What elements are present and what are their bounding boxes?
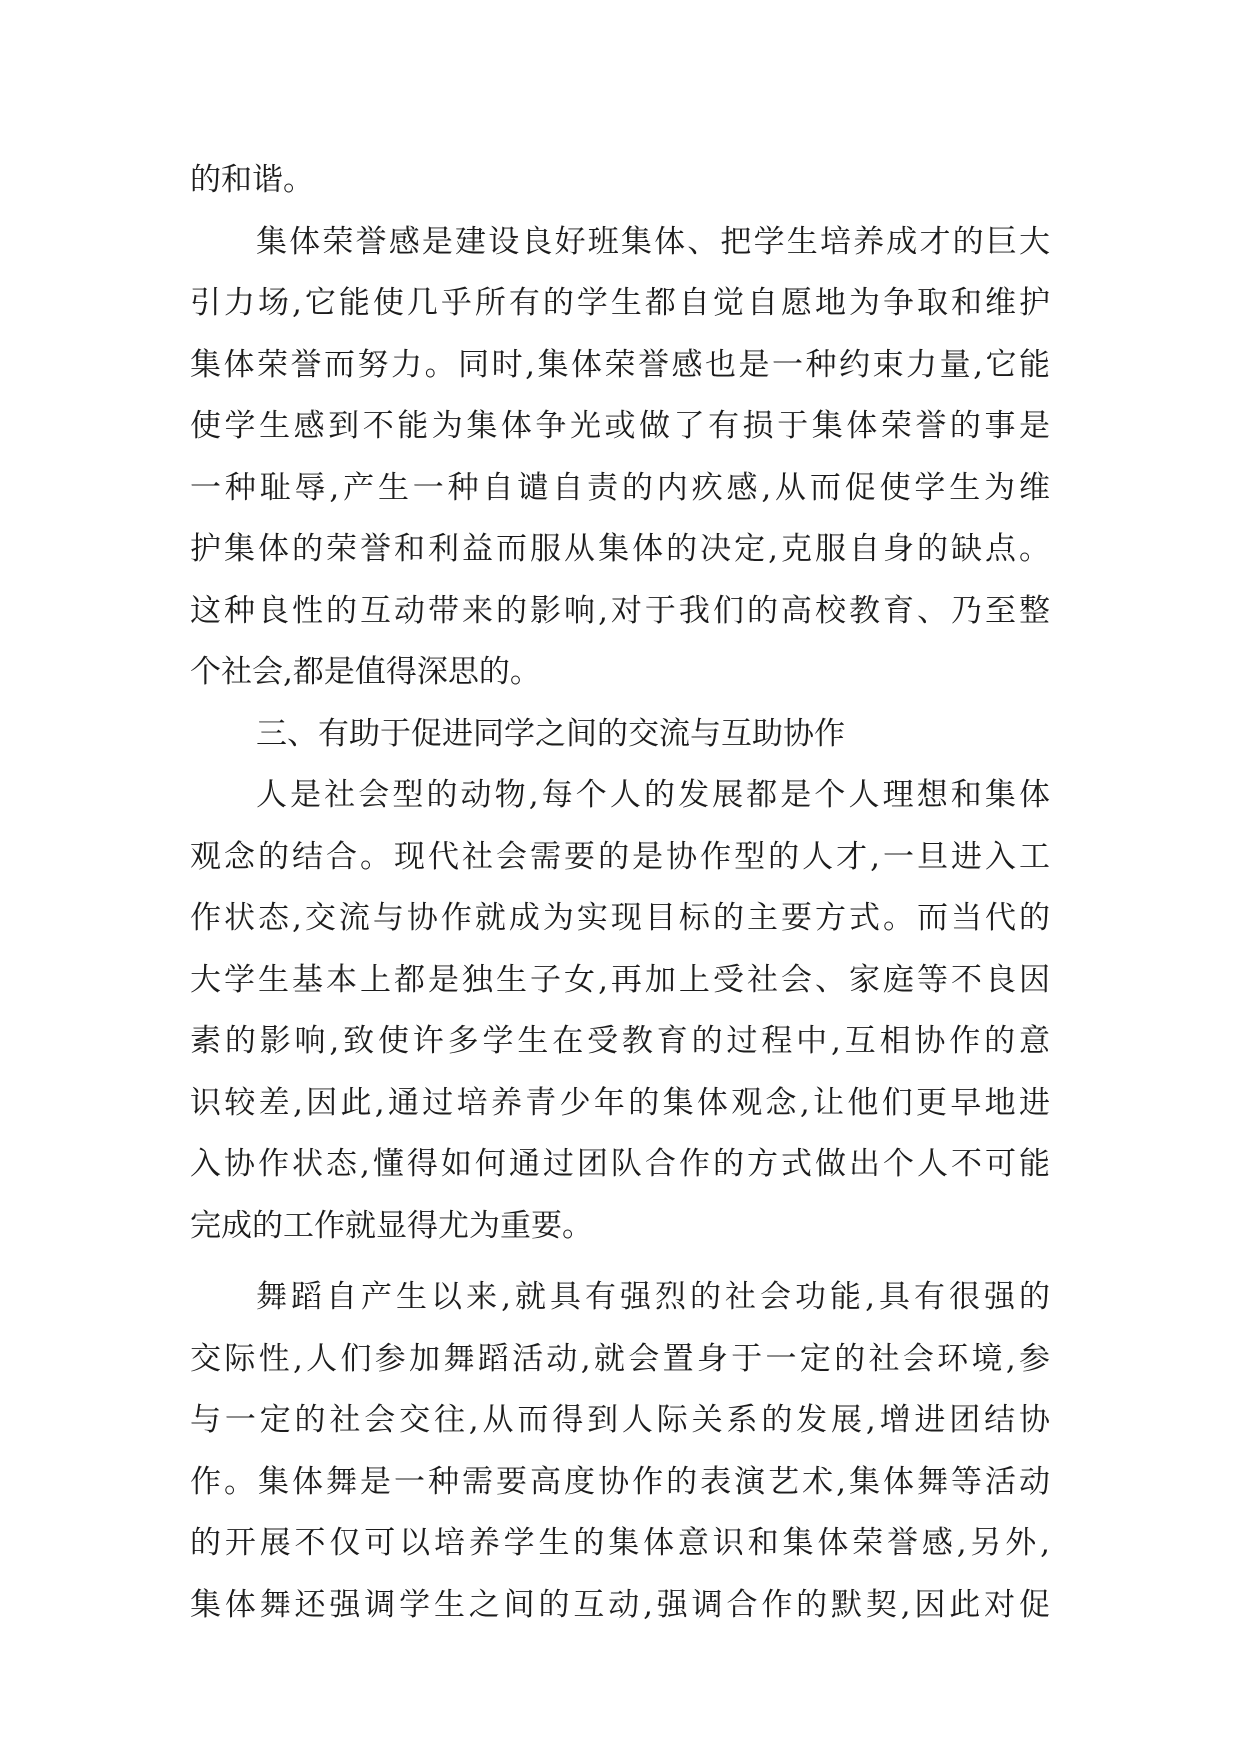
- text-line: 的开展不仅可以培养学生的集体意识和集体荣誉感,另外,: [190, 1525, 1050, 1561]
- text-line: 识较差,因此,通过培养青少年的集体观念,让他们更早地进: [190, 1084, 1050, 1121]
- text-line: 集体舞还强调学生之间的互动,强调合作的默契,因此对促: [190, 1586, 1050, 1623]
- paragraph-gap: [190, 1257, 1050, 1267]
- text-line: 护集体的荣誉和利益而服从集体的决定,克服自身的缺点。: [190, 531, 1050, 567]
- text-line: 作。集体舞是一种需要高度协作的表演艺术,集体舞等活动: [190, 1463, 1050, 1500]
- text-line: 引力场,它能使几乎所有的学生都自觉自愿地为争取和维护: [190, 285, 1050, 321]
- paragraph-start-line: 舞蹈自产生以来,就具有强烈的社会功能,具有很强的: [256, 1279, 1050, 1315]
- text-line: 入协作状态,懂得如何通过团队合作的方式做出个人不可能: [190, 1146, 1050, 1182]
- text-line: 观念的结合。现代社会需要的是协作型的人才,一旦进入工: [190, 838, 1050, 875]
- text-line: 与一定的社会交往,从而得到人际关系的发展,增进团结协: [190, 1402, 1050, 1438]
- paragraph-start-line: 人是社会型的动物,每个人的发展都是个人理想和集体: [256, 777, 1050, 813]
- text-line: 使学生感到不能为集体争光或做了有损于集体荣誉的事是: [190, 408, 1050, 444]
- text-line: 个社会,都是值得深思的。: [190, 654, 541, 690]
- text-line: 一种耻辱,产生一种自谴自责的内疚感,从而促使学生为维: [190, 469, 1050, 506]
- text-line: 集体荣誉而努力。同时,集体荣誉感也是一种约束力量,它能: [190, 346, 1050, 383]
- text-line: 素的影响,致使许多学生在受教育的过程中,互相协作的意: [190, 1023, 1050, 1059]
- paragraph-start-line: 集体荣誉感是建设良好班集体、把学生培养成才的巨大: [256, 223, 1050, 260]
- text-line: 交际性,人们参加舞蹈活动,就会置身于一定的社会环境,参: [190, 1340, 1050, 1377]
- text-line: 大学生基本上都是独生子女,再加上受社会、家庭等不良因: [190, 961, 1050, 998]
- text-line: 这种良性的互动带来的影响,对于我们的高校教育、乃至整: [190, 592, 1050, 629]
- body-text: [190, 150, 1050, 1636]
- text-line: 的和谐。: [190, 162, 314, 198]
- text-line: 完成的工作就显得尤为重要。: [190, 1207, 593, 1244]
- section-heading: 三、有助于促进同学之间的交流与互助协作: [256, 715, 845, 752]
- text-line: 作状态,交流与协作就成为实现目标的主要方式。而当代的: [190, 900, 1050, 936]
